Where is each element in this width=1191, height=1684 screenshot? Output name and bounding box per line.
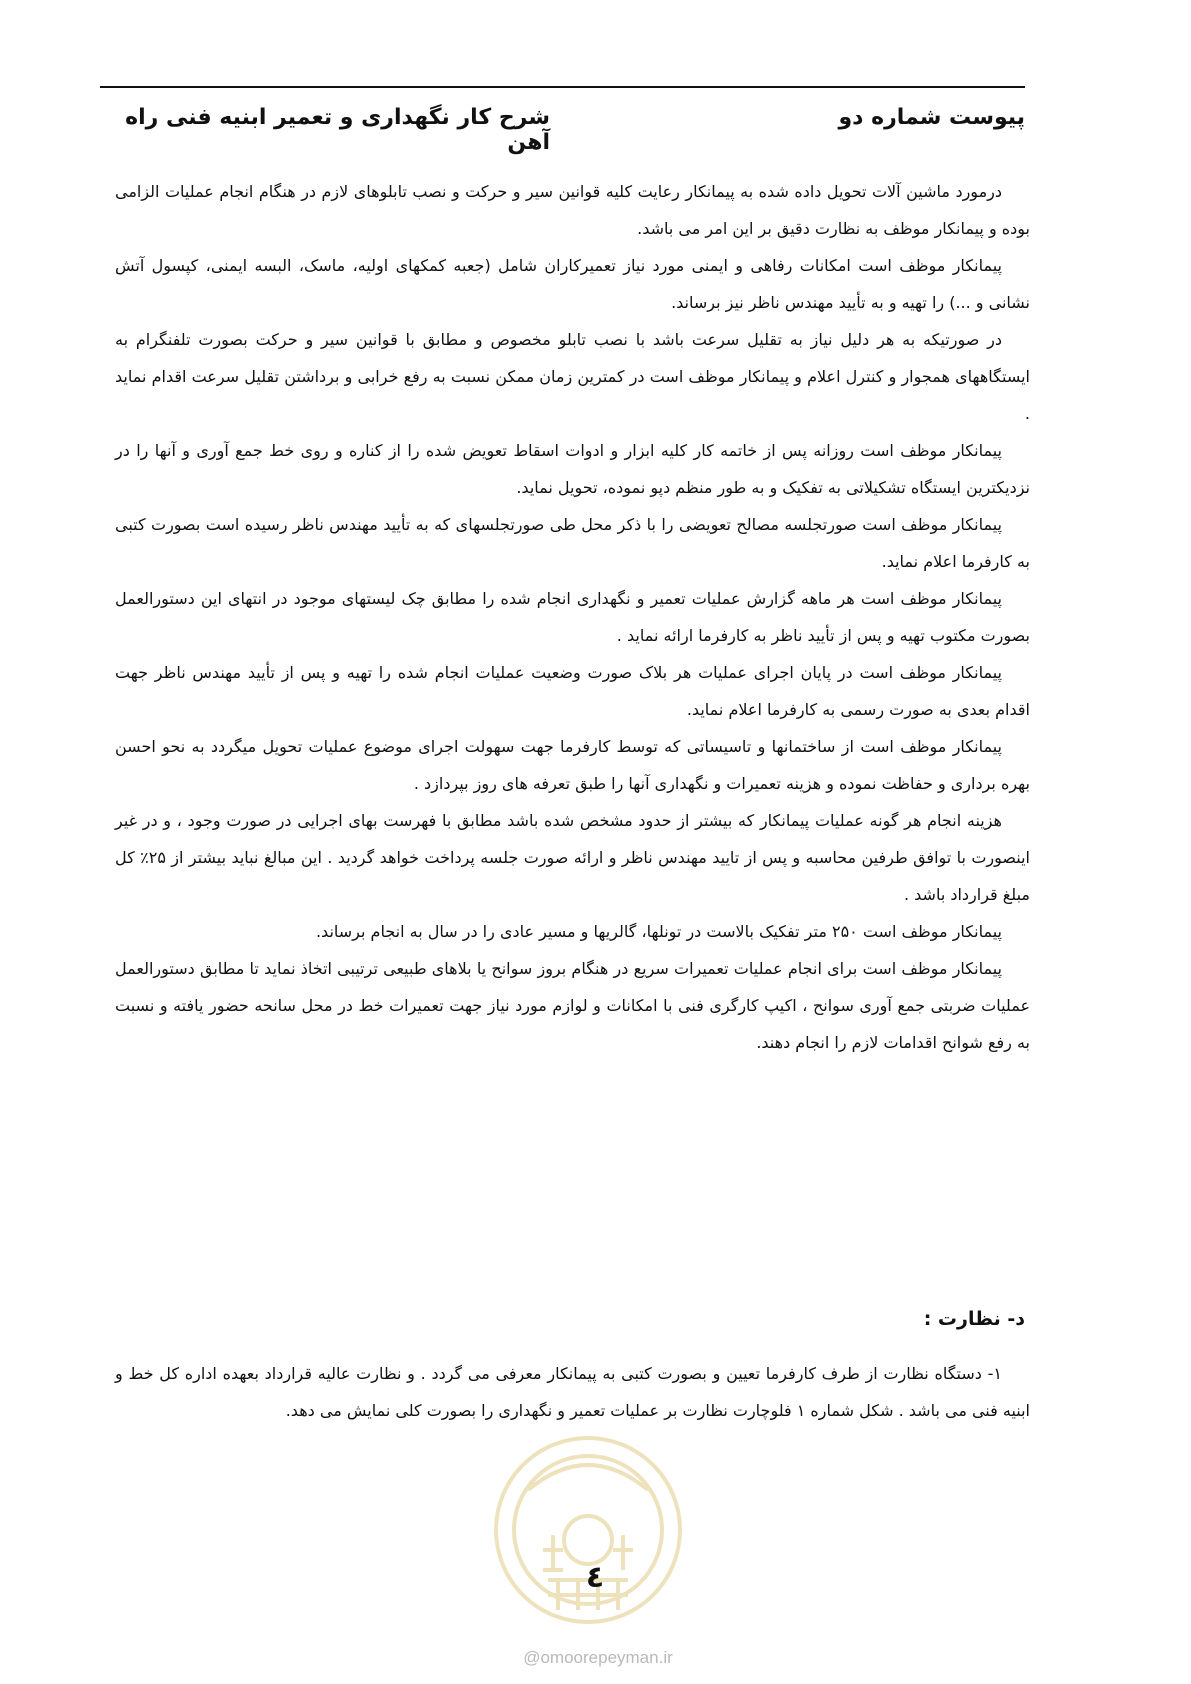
paragraph: درمورد ماشین آلات تحویل داده شده به پیمانکار رعایت کلیه قوانین سیر و حرکت و نصب تابلوهای لازم در هنگام انجام عملیات الزامی بوده و پیمانکار موظف به نظارت دقیق بر این امر می باشد. [115,182,1030,238]
page-number: ٤ [585,1560,605,1595]
paragraph: پیمانکار موظف است در پایان اجرای عملیات هر بلاک صورت وضعیت عملیات انجام شده را تهیه و پس از تأیید مهندس ناظر جهت اقدام بعدی به صورت رسمی به کارفرما اعلام نماید. [115,663,1030,719]
section-heading-supervision: د- نظارت : [923,1308,1025,1330]
paragraph: پیمانکار موظف است ۲۵۰ متر تفکیک بالاست در تونلها، گالریها و مسیر عادی را در سال به انجام برساند. [315,922,1002,941]
watermark-url: @omoorepeyman.ir [523,1648,673,1667]
header-rule [100,86,1025,88]
paragraph: پیمانکار موظف است هر ماهه گزارش عملیات تعمیر و نگهداری انجام شده را مطابق چک لیستهای موجود در انتهای این دستورالعمل بصورت مکتوب تهیه و پس از تأیید ناظر به کارفرما ارائه نماید . [115,589,1030,645]
paragraph: پیمانکار موظف است امکانات رفاهی و ایمنی مورد نیاز تعمیرکاران شامل (جعبه کمکهای اولیه، ماسک، البسه ایمنی، کپسول آتش نشانی و ...) را تهیه و به تأیید مهندس ناظر نیز برساند. [115,256,1030,312]
watermark-seal-icon [488,1430,688,1630]
paragraph: پیمانکار موظف است روزانه پس از خاتمه کار کلیه ابزار و ادوات اسقاط تعویض شده را از کناره و روی خط جمع آوری و آنها را در نزدیکترین ایستگاه تشکیلاتی به تفکیک و به طور منظم دپو نموده، تحویل نماید. [115,441,1030,497]
paragraph: پیمانکار موظف است صورتجلسه مصالح تعویضی را با ذکر محل طی صورتجلسهای که به تأیید مهندس ناظر رسیده است بصورت کتبی به کارفرما اعلام نماید. [115,515,1030,571]
paragraph: هزینه انجام هر گونه عملیات پیمانکار که بیشتر از حدود مشخص شده باشد مطابق با فهرست بهای اجرایی در صورت وجود ، و در غیر اینصورت با توافق طرفین محاسبه و پس از تایید مهندس ناظر و ارائه صورت جلسه پرداخت خواهد گردید . این مبالغ نباید بیشتر از ۲۵٪ کل مبلغ قرارداد باشد . [115,811,1030,904]
header-document-title: شرح کار نگهداری و تعمیر ابنیه فنی راه آهن [125,105,550,155]
paragraph: در صورتیکه به هر دلیل نیاز به تقلیل سرعت باشد با نصب تابلو مخصوص و مطابق با قوانین سیر و حرکت بصورت تلفنگرام به ایستگاههای همجوار و کنترل اعلام و پیمانکار موظف است در کمترین زمان ممکن نسبت به رفع خرابی و برداشتن تقلیل سرعت اقدام نماید . [115,330,1030,423]
paragraph: پیمانکار موظف است برای انجام عملیات تعمیرات سریع در هنگام بروز سوانح یا بلاهای طبیعی ترتیبی اتخاذ نماید تا مطابق دستورالعمل عملیات ضربتی جمع آوری سوانح ، اکیپ کارگری فنی با امکانات و لوازم مورد نیاز جهت تعمیرات خط در محل سانحه حضور یافته و نسبت به رفع شوانح اقدامات لازم را انجام دهند. [115,959,1030,1052]
paragraph: پیمانکار موظف است از ساختمانها و تاسیساتی که توسط کارفرما جهت سهولت اجرای موضوع عملیات تحویل میگردد به نحو احسن بهره برداری و حفاظت نموده و هزینه تعمیرات و نگهداری آنها را طبق تعرفه های روز بپردازد . [115,737,1030,793]
paragraph: ۱- دستگاه نظارت از طرف کارفرما تعیین و بصورت کتبی به پیمانکار معرفی می گردد . و نظارت عالیه قرارداد بعهده اداره کل خط و ابنیه فنی می باشد . شکل شماره ۱ فلوچارت نظارت بر عملیات تعمیر و نگهداری را بصورت کلی نمایش می دهد. [115,1364,1030,1420]
body-text [115,173,1030,1061]
header-appendix-title: پیوست شماره دو [838,105,1025,130]
section-text [115,1355,1030,1429]
